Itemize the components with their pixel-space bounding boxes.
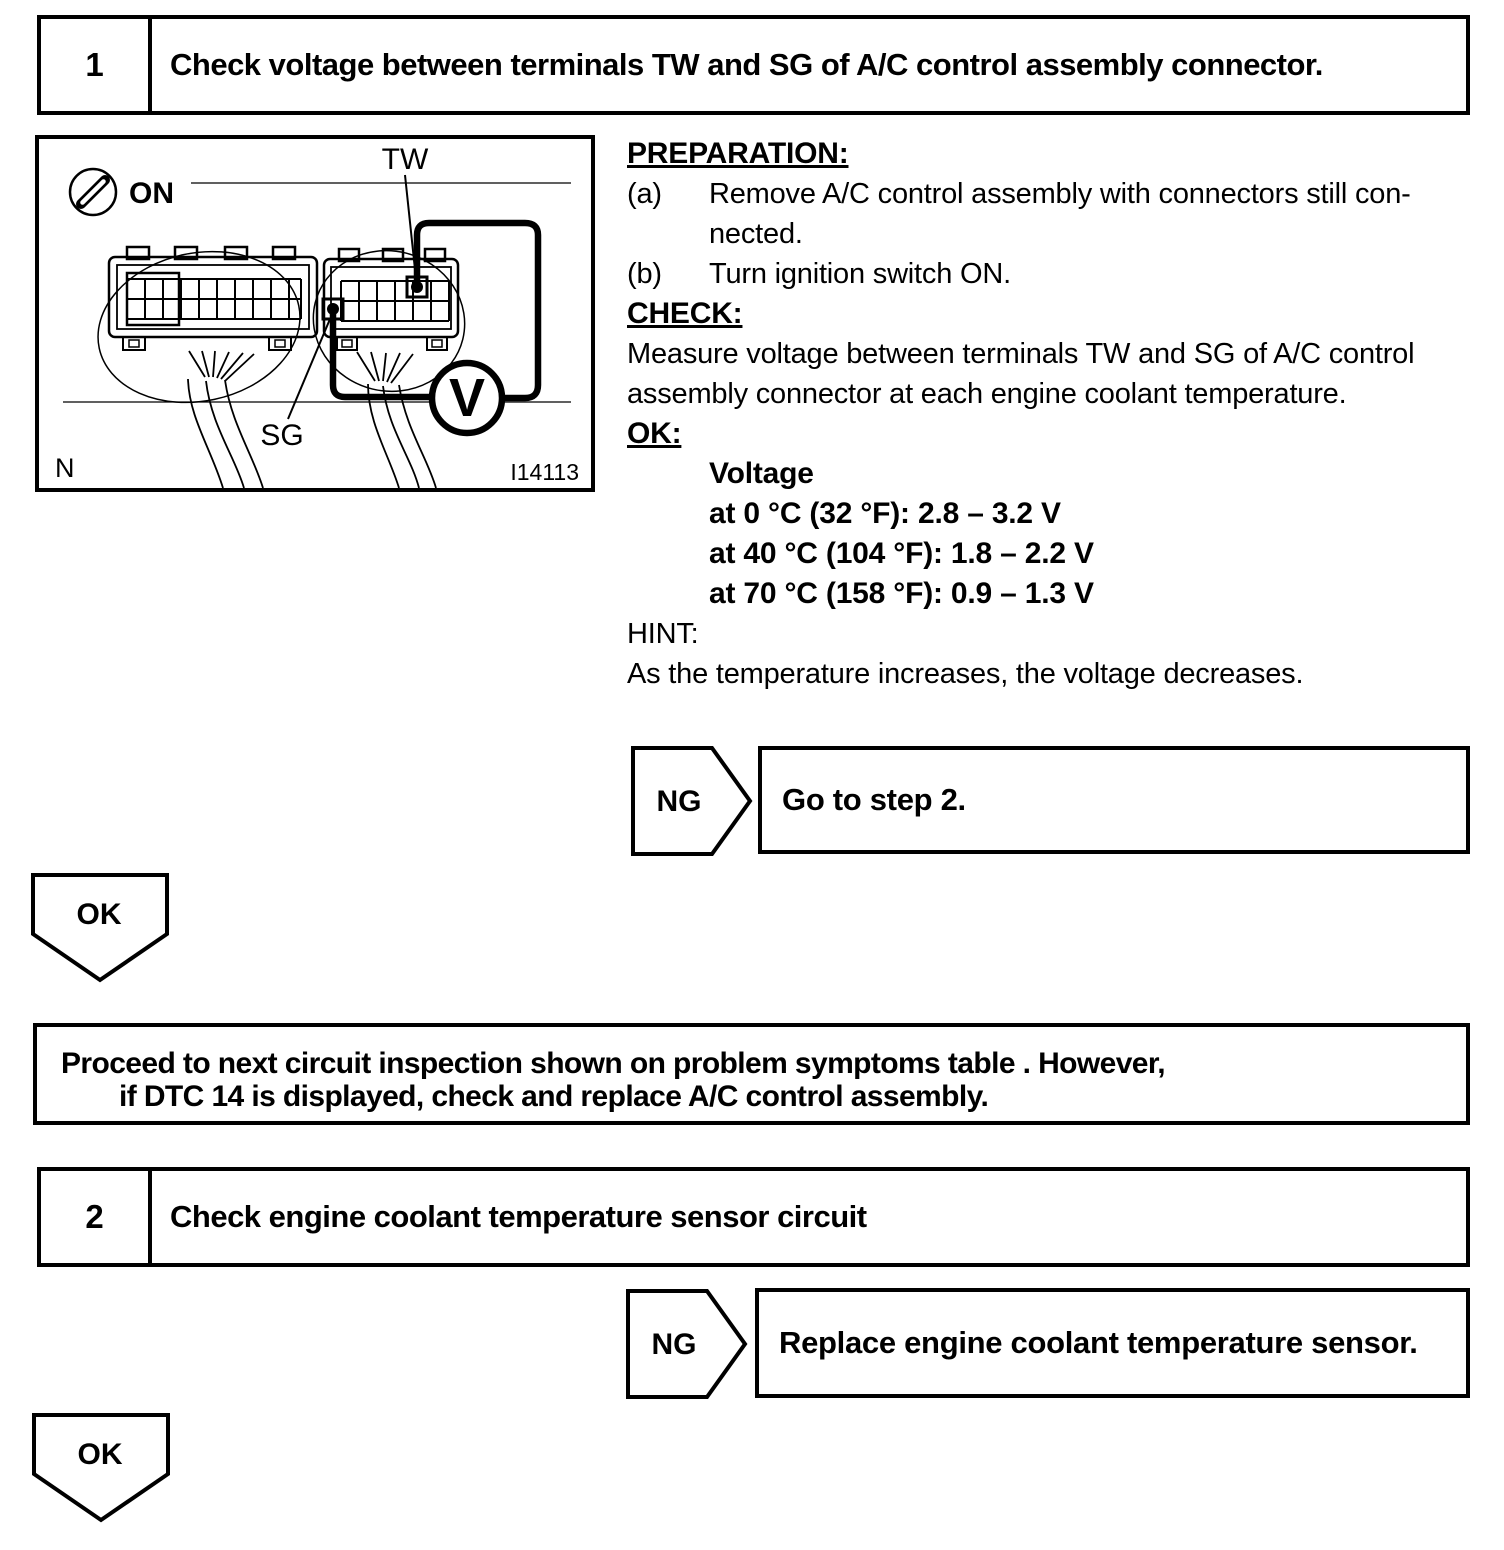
- voltage-spec-40c: at 40 °C (104 °F): 1.8 – 2.2 V: [709, 537, 1094, 570]
- hint-text: As the temperature increases, the voltage decreases.: [627, 658, 1304, 690]
- voltmeter-label: V: [448, 368, 486, 428]
- tw-leader-line: [405, 175, 416, 279]
- tw-label: TW: [381, 143, 429, 176]
- step2-header: [37, 1167, 1470, 1267]
- voltmeter-icon: [432, 363, 502, 433]
- left-connector-drawing: [109, 247, 317, 350]
- ok1-label: OK: [76, 898, 122, 931]
- ng2-label: NG: [651, 1328, 697, 1361]
- sg-leader-line: [288, 319, 330, 419]
- check-heading: CHECK:: [627, 297, 743, 330]
- check-line2: assembly connector at each engine coolant temperature.: [627, 378, 1347, 410]
- proceed-notice-box: [33, 1023, 1470, 1125]
- preparation-step-b: [627, 254, 1499, 294]
- step-a-marker: (a): [627, 178, 662, 210]
- hint-heading: HINT:: [627, 618, 699, 650]
- step1-header: [37, 15, 1470, 115]
- frame-label: N: [55, 453, 75, 483]
- ng1-arrow: [630, 745, 754, 857]
- voltage-spec-70c: at 70 °C (158 °F): 0.9 – 1.3 V: [709, 577, 1094, 610]
- preparation-heading: PREPARATION:: [627, 137, 849, 170]
- ignition-on-label: ON: [129, 177, 174, 210]
- instruction-column: [627, 134, 1499, 694]
- step2-title: Check engine coolant temperature sensor circuit: [170, 1199, 867, 1234]
- sg-label: SG: [260, 419, 304, 452]
- connector-check-figure: [35, 135, 595, 492]
- ng1-action-box: [758, 746, 1470, 854]
- step-b-marker: (b): [627, 258, 662, 290]
- left-harness-loop: [84, 233, 314, 420]
- ng2-arrow: [625, 1288, 749, 1400]
- ng1-label: NG: [656, 785, 702, 818]
- voltage-spec-0c: at 0 °C (32 °F): 2.8 – 3.2 V: [709, 497, 1061, 530]
- proceed-notice-line2: if DTC 14 is displayed, check and replace A/C control assembly.: [119, 1080, 989, 1113]
- wire-bundles: [188, 351, 436, 488]
- ng2-action-text: Replace engine coolant temperature sensor.: [779, 1325, 1418, 1360]
- step1-number: 1: [41, 19, 152, 111]
- step-a-line1: Remove A/C control assembly with connectors still con-: [709, 178, 1411, 210]
- ignition-key-icon: [70, 169, 116, 215]
- ng1-action-text: Go to step 2.: [782, 782, 966, 817]
- step2-number: 2: [41, 1171, 152, 1263]
- connector-check-drawing: [39, 139, 591, 488]
- step1-title: Check voltage between terminals TW and SG of A/C control assembly connector.: [170, 47, 1323, 82]
- step-b-line1: Turn ignition switch ON.: [709, 258, 1011, 290]
- preparation-step-a: [627, 174, 1499, 254]
- check-line1: Measure voltage between terminals TW and SG of A/C control: [627, 338, 1415, 370]
- ok-spec-heading: OK:: [627, 417, 682, 450]
- ok2-label: OK: [77, 1438, 123, 1471]
- ok1-arrow: [30, 872, 171, 984]
- voltage-spec-label: Voltage: [709, 457, 814, 490]
- proceed-notice-line1: Proceed to next circuit inspection shown on problem symptoms table . However,: [61, 1047, 1166, 1080]
- ng2-action-box: [755, 1288, 1470, 1398]
- ok2-arrow: [31, 1412, 172, 1524]
- step-a-line2: nected.: [709, 218, 803, 250]
- figure-code: I14113: [510, 459, 579, 485]
